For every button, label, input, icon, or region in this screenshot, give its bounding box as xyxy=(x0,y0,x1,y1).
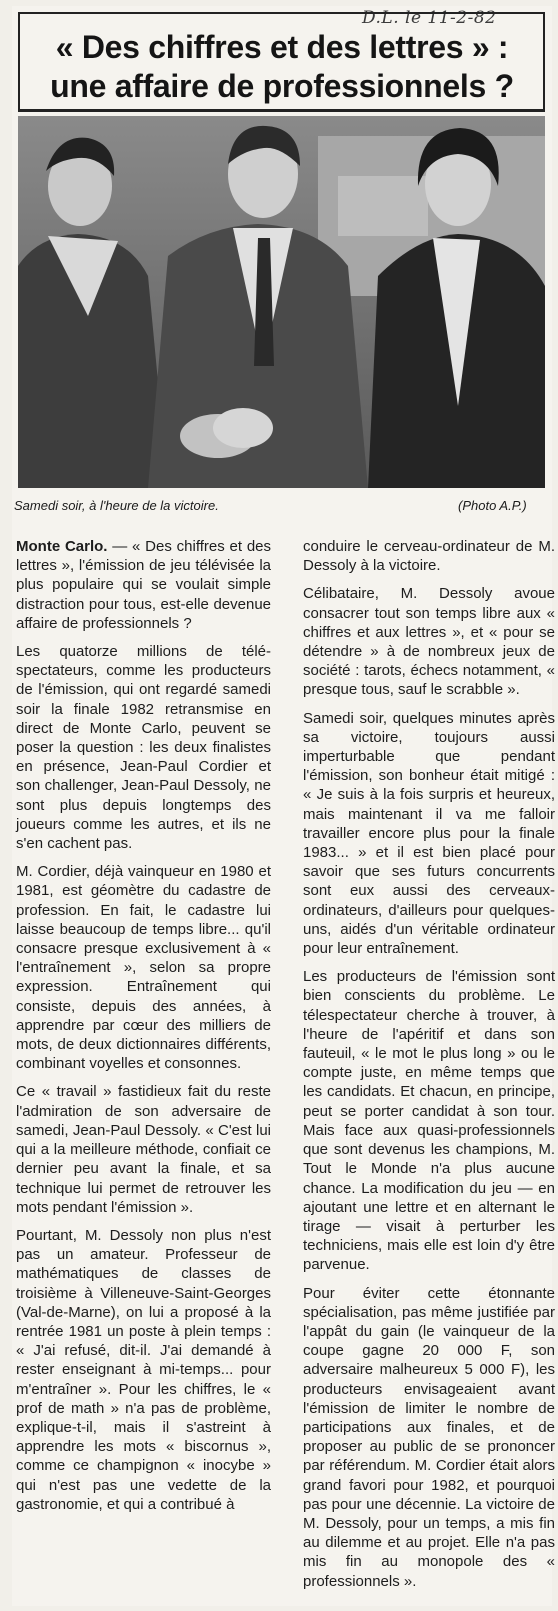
photo-illustration xyxy=(18,116,545,488)
photo-credit: (Photo A.P.) xyxy=(458,498,527,513)
article-paragraph: Les producteurs de l'émission sont bien conscients du problème. Le télespectateur cherche à trouver, à l'heure de l'apéritif et dans son fauteuil, « le mot le plus long » ou le compte juste, en même temps que les candidats. Et chacun, en principe, peut se porter candidat à son tour. Mais face aux quasi-professionnels que sont devenus les champions, M. Tout le Monde n'a plus aucune chance. La modification du jeu — en ajoutant une lettre et en alternant le tirage — visait à perturber les techniciens, mais elle est loin d'y être parvenue. xyxy=(303,968,555,1274)
article-paragraph: M. Cordier, déjà vainqueur en 1980 et 1981, est géomètre du cadastre de profession. En fait, le cadastre lui laisse beaucoup de temps libre... qu'il consacre presque exclusivement à « l'entraînement », selon sa propre expression. Entraînement qui consiste, depuis des années, à apprendre par cœur des milliers de mots, de deux dictionnaires différents, combinant voyelles et consonnes. xyxy=(16,863,271,1073)
article-paragraph: Pour éviter cette étonnante spécialisation, pas même justifiée par l'appât du gain (le vainqueur de la coupe gagne 20 000 F, son adversaire malheureux 5 000 F), les producteurs envisageaient avant l'émission de limiter le nombre de participations aux finales, et de proposer au public de se prononcer par référendum. M. Cordier était alors grand favori pour 1982, et pourquoi pas pour une décennie. La victoire de M. Dessoly, pour un temps, a mis fin au dilemme et au projet. Elle n'a pas mis fin au monopole des « professionnels ». xyxy=(303,1284,555,1590)
headline xyxy=(22,28,542,106)
article-paragraph: Pourtant, M. Dessoly non plus n'est pas un amateur. Professeur de mathématiques de classes de troisième à Villeneuve-Saint-Georges (Val-de-Marne), on lui a proposé à la rentrée 1981 un poste à plein temps : « J'ai refusé, dit-il. J'ai demandé à rester enseignant à mi-temps... pour m'entraîner ». Pour les chiffres, le « prof de math » n'a pas de problème, explique-t-il, mais il s'astreint à apprendre les mots « biscornus », comme ce champignon « inocybe » qui n'est pas une vedette de la gastronomie, et qui a contribué à xyxy=(16,1226,271,1513)
article-paragraph: conduire le cerveau-ordinateur de M. Dessoly à la victoire. xyxy=(303,538,555,575)
handwritten-date-note: D.L. le 11-2-82 xyxy=(362,8,497,28)
article-paragraph: Célibataire, M. Dessoly avoue consacrer tout son temps libre aux « chiffres et aux lettres », et « pour se détendre » à de nombreux jeux de société : tarots, échecs notamment, « presque tous, sauf le scrabble ». xyxy=(303,585,555,699)
photo-caption: Samedi soir, à l'heure de la victoire. xyxy=(14,498,219,513)
press-photo xyxy=(18,116,545,488)
article-paragraph: Les quatorze millions de télé-spectateurs, comme les producteurs de l'émission, qui ont regardé samedi soir la finale 1982 retransmise en direct de Monte Carlo, peuvent se poser la question : les deux finalistes en présence, Jean-Paul Cordier et son challenger, Jean-Paul Dessoly, ne sont plus depuis longtemps des joueurs comme les autres, et ils ne s'en cachent pas. xyxy=(16,643,271,853)
article-paragraph: Samedi soir, quelques minutes après sa victoire, toujours aussi imperturbable que pendant l'émission, son bonheur était mitigé : « Je suis à la fois surpris et heureux, mais maintenant il va me falloir travailler encore plus pour la finale 1983... » et il est bien placé pour savoir que ses futurs concurrents sont eux aussi des cerveaux-ordinateurs, d'ailleurs pour quelques-uns, aidés d'un véritable ordinateur pour leur entraînement. xyxy=(303,709,555,958)
headline-line-2: une affaire de professionnels ? xyxy=(50,68,514,104)
article-column-right xyxy=(303,537,555,1600)
article-column-left xyxy=(16,537,271,1523)
article-paragraph: Monte Carlo. — « Des chiffres et des lettres », l'émission de jeu télévisée la plus populaire qui se voulait simple distraction pour tous, est-elle devenue affaire de professionnels ? xyxy=(16,538,271,632)
article-paragraph: Ce « travail » fastidieux fait du reste l'admiration de son adversaire de samedi, Jean-Paul Dessoly. « C'est lui qui a la meilleure méthode, confiait ce dernier peu avant la finale, et sa technique lui permet de retrouver les mots pendant l'émission ». xyxy=(16,1083,271,1216)
headline-line-1: « Des chiffres et des lettres » : xyxy=(55,29,509,65)
dateline: Monte Carlo. xyxy=(16,538,108,555)
